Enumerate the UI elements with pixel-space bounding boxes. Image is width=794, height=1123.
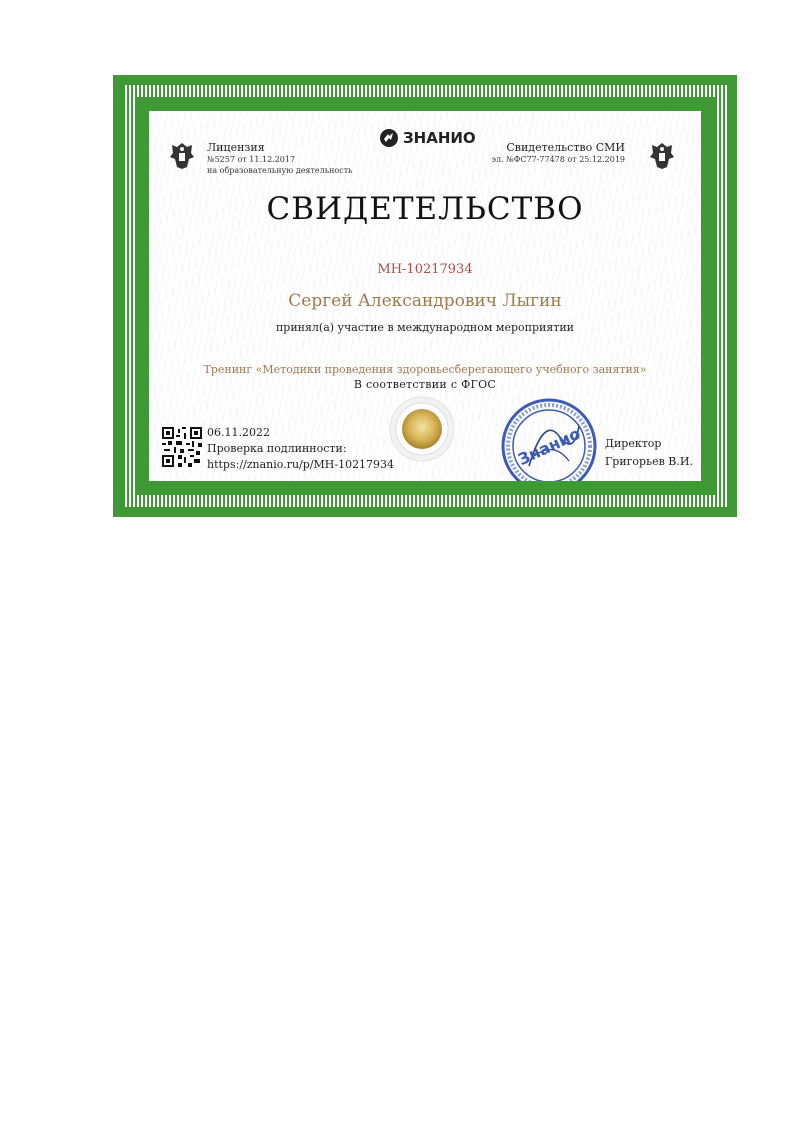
certificate-number: МН-10217934 [377, 262, 473, 277]
verification-label: Проверка подлинности: [207, 442, 347, 455]
signature-block [605, 435, 693, 471]
certificate-body [149, 111, 701, 481]
znanio-logo-icon [379, 128, 399, 148]
issue-date: 06.11.2022 [207, 426, 270, 439]
certificate-title: СВИДЕТЕЛЬСТВО [266, 191, 584, 227]
znanio-logo [379, 128, 476, 148]
verification-url[interactable]: https://znanio.ru/p/МН-10217934 [207, 458, 395, 471]
participation-text: принял(а) участие в международном мероприятии [275, 321, 575, 334]
license-number: №5257 от 11.12.2017 [207, 155, 296, 164]
smi-title: Свидетельство СМИ [506, 141, 625, 154]
stamp-text: Знанио [515, 423, 584, 470]
standard-text: В соответствии с ФГОС [353, 378, 497, 391]
verification-block [207, 425, 394, 473]
license-title: Лицензия [207, 141, 265, 154]
smi-block [492, 141, 625, 165]
qr-code-icon [162, 427, 202, 467]
certificate [113, 75, 737, 517]
license-block [207, 141, 352, 176]
event-title: Тренинг «Методики проведения здоровьесберегающего учебного занятия» [203, 363, 647, 376]
stamp-icon [499, 396, 599, 481]
director-role: Директор [605, 437, 662, 450]
logo-text: ЗНАНИО [403, 129, 476, 147]
coat-of-arms-icon [649, 141, 675, 171]
gold-seal-icon [389, 396, 455, 462]
director-name: Григорьев В.И. [605, 455, 693, 468]
recipient-name: Сергей Александрович Лыгин [288, 291, 562, 311]
smi-number: эл. №ФС77-77478 от 25.12.2019 [491, 155, 625, 164]
coat-of-arms-icon [169, 141, 195, 171]
license-scope: на образовательную деятельность [207, 166, 353, 175]
